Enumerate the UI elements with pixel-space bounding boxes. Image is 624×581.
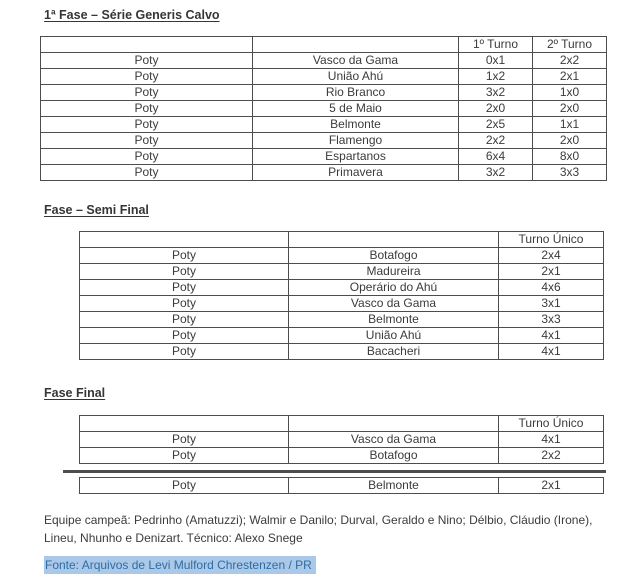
table-row (80, 432, 604, 448)
table-row (80, 448, 604, 464)
cell-home-team: Poty (80, 264, 289, 280)
header-empty (253, 37, 459, 53)
cell-opponent-team: Belmonte (289, 312, 499, 328)
cell-score: 2x1 (499, 478, 604, 494)
cell-score: 3x3 (499, 312, 604, 328)
cell-home-team: Poty (80, 478, 289, 494)
header-empty (289, 232, 499, 248)
cell-home-team: Poty (41, 85, 253, 101)
table-row (41, 117, 607, 133)
table-row (80, 344, 604, 360)
cell-score: 4x1 (499, 432, 604, 448)
decider-table (79, 477, 604, 494)
cell-home-team: Poty (41, 117, 253, 133)
cell-opponent-team: União Ahú (253, 69, 459, 85)
final-heading: Fase Final (44, 386, 106, 400)
cell-second-leg-score: 8x0 (533, 149, 607, 165)
cell-opponent-team: Vasco da Gama (253, 53, 459, 69)
header-single-leg: Turno Único (499, 232, 604, 248)
table-row (80, 248, 604, 264)
cell-first-leg-score: 6x4 (459, 149, 533, 165)
table-header-row (80, 416, 604, 432)
cell-home-team: Poty (41, 101, 253, 117)
cell-first-leg-score: 2x0 (459, 101, 533, 117)
table-row (80, 280, 604, 296)
cell-first-leg-score: 3x2 (459, 85, 533, 101)
final-table (79, 415, 604, 464)
table-row (41, 53, 607, 69)
cell-score: 2x2 (499, 448, 604, 464)
table-row (41, 69, 607, 85)
cell-home-team: Poty (80, 312, 289, 328)
cell-home-team: Poty (41, 165, 253, 181)
cell-opponent-team: 5 de Maio (253, 101, 459, 117)
cell-second-leg-score: 2x0 (533, 133, 607, 149)
cell-first-leg-score: 2x5 (459, 117, 533, 133)
cell-opponent-team: Espartanos (253, 149, 459, 165)
cell-home-team: Poty (80, 248, 289, 264)
cell-score: 2x1 (499, 264, 604, 280)
cell-home-team: Poty (80, 296, 289, 312)
cell-second-leg-score: 2x1 (533, 69, 607, 85)
cell-opponent-team: Botafogo (289, 248, 499, 264)
cell-opponent-team: Botafogo (289, 448, 499, 464)
header-empty (41, 37, 253, 53)
cell-home-team: Poty (80, 432, 289, 448)
cell-second-leg-score: 2x2 (533, 53, 607, 69)
cell-opponent-team: União Ahú (289, 328, 499, 344)
cell-first-leg-score: 3x2 (459, 165, 533, 181)
table-row (80, 328, 604, 344)
table-row (80, 312, 604, 328)
source-note-highlight: Fonte: Arquivos de Levi Mulford Chrestenzen / PR (44, 556, 316, 574)
cell-first-leg-score: 1x2 (459, 69, 533, 85)
cell-score: 3x1 (499, 296, 604, 312)
table-row (80, 296, 604, 312)
table-header-row (41, 37, 607, 53)
header-empty (80, 416, 289, 432)
cell-home-team: Poty (80, 448, 289, 464)
cell-first-leg-score: 2x2 (459, 133, 533, 149)
table-header-row (80, 232, 604, 248)
cell-score: 4x1 (499, 344, 604, 360)
table-row (80, 264, 604, 280)
header-second-leg: 2º Turno (533, 37, 607, 53)
cell-opponent-team: Rio Branco (253, 85, 459, 101)
cell-second-leg-score: 2x0 (533, 101, 607, 117)
cell-home-team: Poty (80, 344, 289, 360)
decider-divider (63, 470, 606, 473)
table-row (80, 478, 604, 494)
cell-second-leg-score: 1x0 (533, 85, 607, 101)
table-row (41, 165, 607, 181)
cell-opponent-team: Operário do Ahú (289, 280, 499, 296)
cell-opponent-team: Belmonte (253, 117, 459, 133)
cell-home-team: Poty (41, 133, 253, 149)
first-phase-heading: 1ª Fase – Série Generis Calvo (44, 8, 220, 22)
cell-home-team: Poty (41, 53, 253, 69)
semifinal-heading: Fase – Semi Final (44, 203, 149, 217)
cell-score: 2x4 (499, 248, 604, 264)
cell-opponent-team: Bacacheri (289, 344, 499, 360)
header-empty (289, 416, 499, 432)
cell-home-team: Poty (41, 69, 253, 85)
table-row (41, 101, 607, 117)
header-single-leg: Turno Único (499, 416, 604, 432)
table-row (41, 85, 607, 101)
cell-opponent-team: Vasco da Gama (289, 296, 499, 312)
cell-opponent-team: Flamengo (253, 133, 459, 149)
header-empty (80, 232, 289, 248)
cell-opponent-team: Vasco da Gama (289, 432, 499, 448)
champion-text: Equipe campeã: Pedrinho (Amatuzzi); Walmir e Danilo; Durval, Geraldo e Nino; Délbio, Cláudio (Irone), Lineu, Nhunho e Denizart. Técnico: Alexo Snege (44, 513, 593, 545)
cell-second-leg-score: 3x3 (533, 165, 607, 181)
semifinal-table (79, 231, 604, 360)
header-first-leg: 1º Turno (459, 37, 533, 53)
cell-home-team: Poty (80, 328, 289, 344)
cell-opponent-team: Primavera (253, 165, 459, 181)
cell-opponent-team: Belmonte (289, 478, 499, 494)
cell-score: 4x6 (499, 280, 604, 296)
cell-second-leg-score: 1x1 (533, 117, 607, 133)
cell-score: 4x1 (499, 328, 604, 344)
cell-first-leg-score: 0x1 (459, 53, 533, 69)
cell-opponent-team: Madureira (289, 264, 499, 280)
first-phase-table (40, 36, 607, 181)
source-note (44, 557, 316, 573)
cell-home-team: Poty (80, 280, 289, 296)
cell-home-team: Poty (41, 149, 253, 165)
table-row (41, 133, 607, 149)
table-row (41, 149, 607, 165)
